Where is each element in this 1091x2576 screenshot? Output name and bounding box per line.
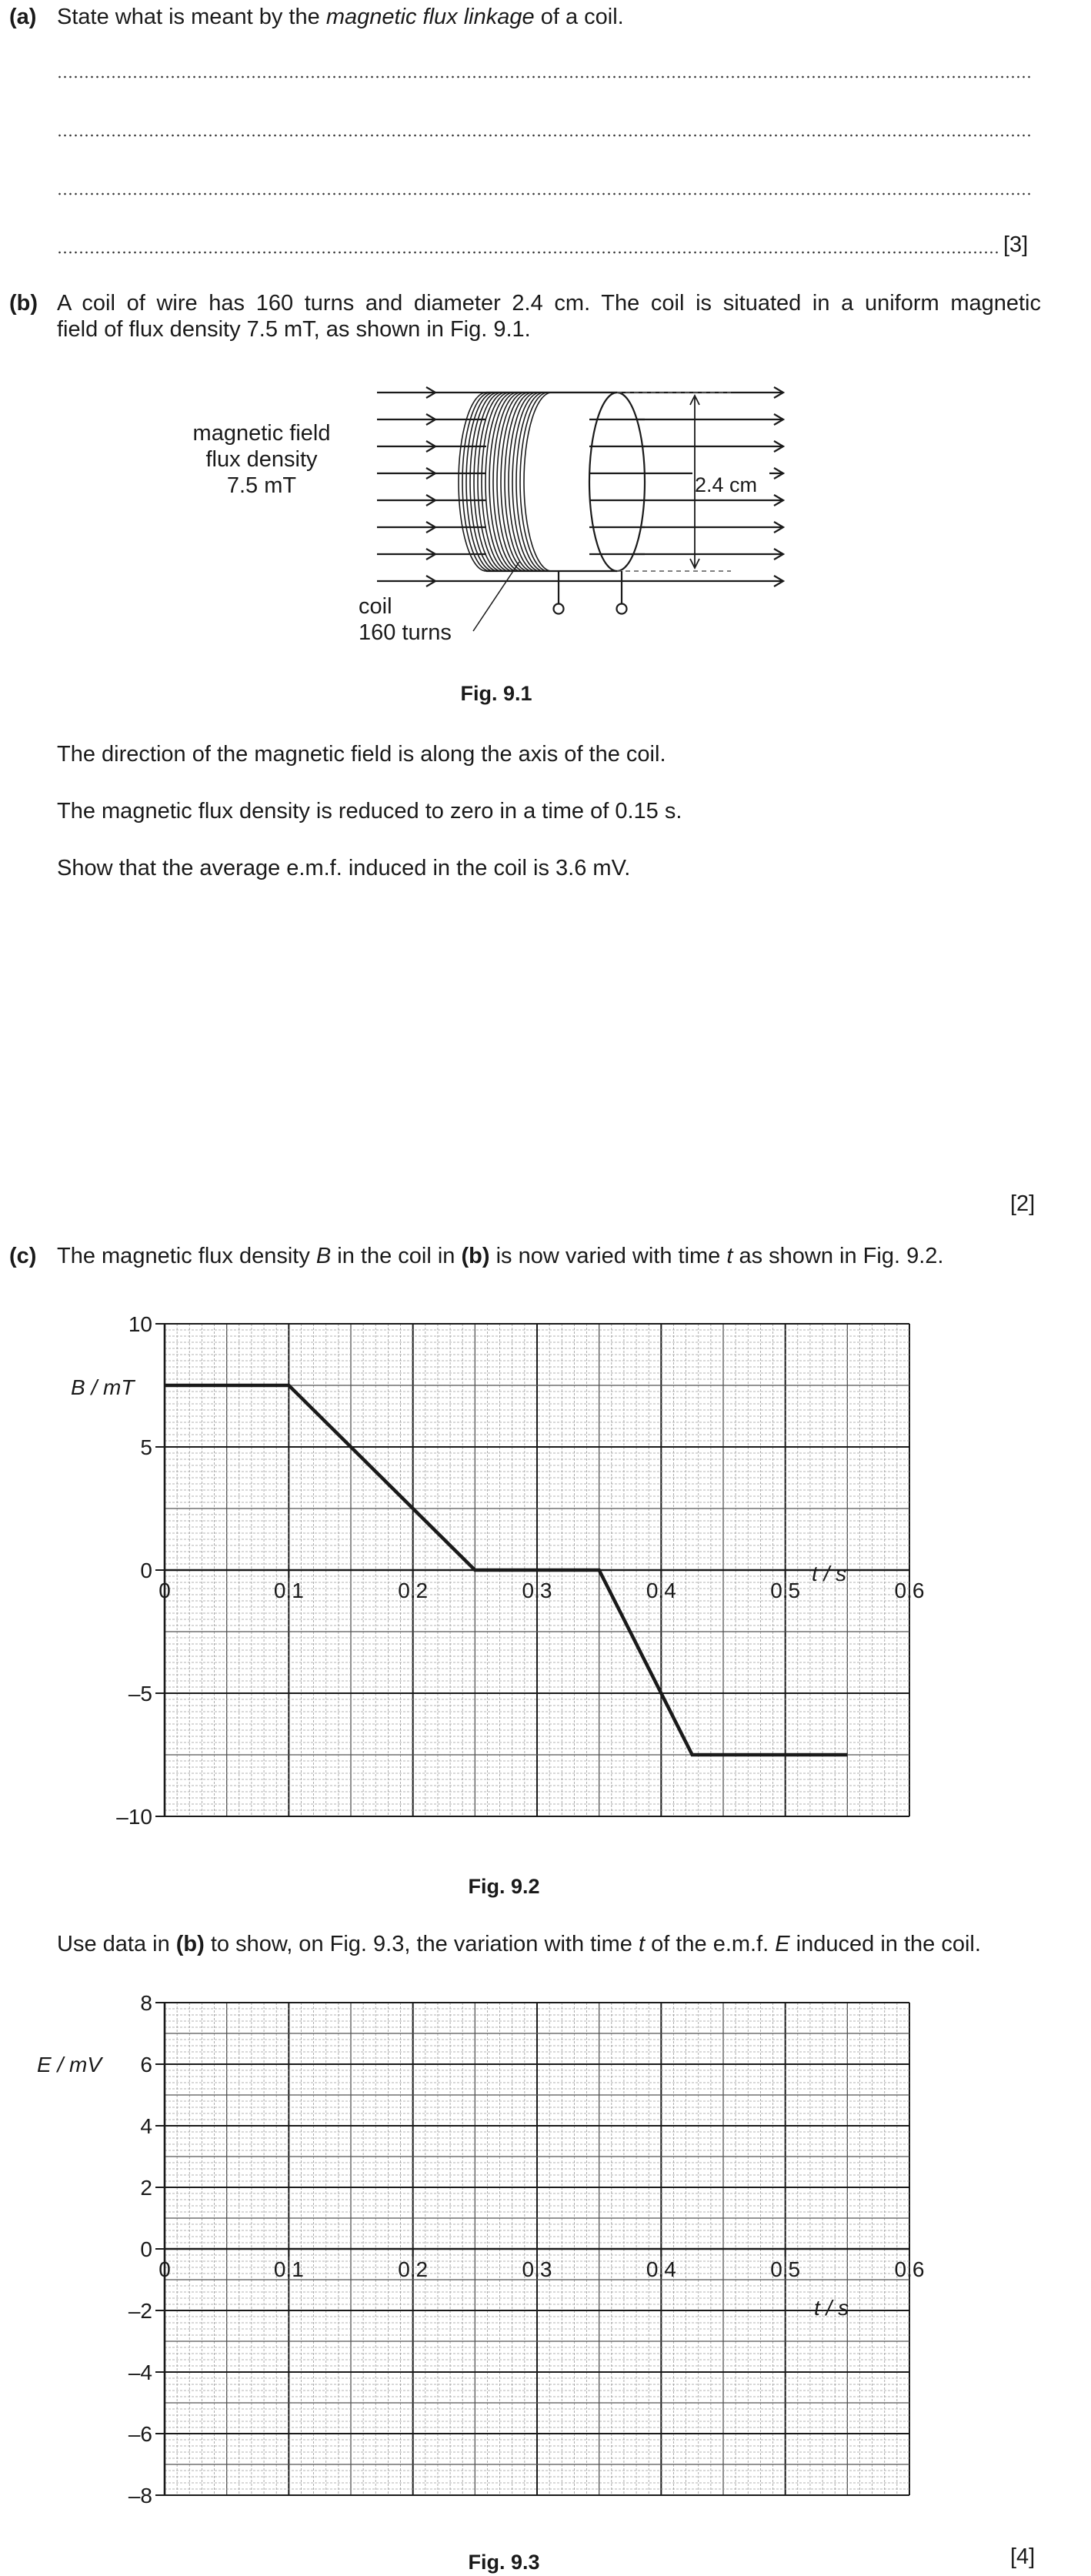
part-a-term: magnetic flux linkage <box>325 5 535 29</box>
part-c-instr-1: Use data in <box>57 1932 176 1956</box>
part-b-statement-2: The magnetic flux density is reduced to zero in a time of 0.15 s. <box>57 799 682 824</box>
fig-9-2-caption: Fig. 9.2 <box>468 1875 540 1898</box>
fig-9-1-diagram <box>154 369 846 662</box>
part-a-text-after: of a coil. <box>534 5 624 29</box>
part-a-question <box>57 3 624 31</box>
y-tick-label: 8 <box>140 1991 152 2015</box>
fig-9-1-field-label-3: 7.5 mT <box>226 473 297 498</box>
left-arrowheads <box>426 387 435 586</box>
part-c-text-2: in the coil in <box>331 1244 462 1268</box>
part-c-question <box>57 1242 943 1270</box>
coil-leader-line <box>473 562 519 631</box>
y-tick-label: –6 <box>128 2422 152 2446</box>
y-tick-label: –2 <box>128 2299 152 2323</box>
answer-line-4[interactable] <box>57 251 1000 254</box>
fig-9-3-caption: Fig. 9.3 <box>468 2551 540 2574</box>
x-tick-label: 0 <box>158 1579 171 1602</box>
y-tick-label: 5 <box>140 1435 152 1459</box>
y-tick-label: –5 <box>128 1682 152 1706</box>
part-c-ref-b: (b) <box>461 1244 490 1268</box>
part-b-statement-1: The direction of the magnetic field is along the axis of the coil. <box>57 742 666 767</box>
part-a-marks: [3] <box>1003 232 1029 257</box>
fig-9-3-chart[interactable] <box>0 1983 1000 2521</box>
part-a-text-before: State what is meant by the <box>57 5 326 29</box>
y-tick-label: –10 <box>116 1805 152 1829</box>
x-tick-label: 0.3 <box>522 1579 552 1602</box>
part-c-symbol-b: B <box>315 1244 332 1268</box>
y-tick-label: –4 <box>128 2360 152 2384</box>
part-a-label: (a) <box>9 5 37 29</box>
x-tick-label: 0.1 <box>273 1579 304 1602</box>
y-tick-label: –8 <box>128 2484 152 2508</box>
y-tick-label: 6 <box>140 2053 152 2077</box>
x-tick-label: 0.3 <box>522 2257 552 2281</box>
part-c-text-4: as shown in Fig. 9.2. <box>732 1244 944 1268</box>
part-b-label: (b) <box>9 291 38 316</box>
x-tick-label: 0.6 <box>894 2257 925 2281</box>
fig-9-1-field-label-1: magnetic field <box>192 421 331 446</box>
y-tick-label: 0 <box>140 1559 152 1582</box>
x-tick-label: 0.1 <box>273 2257 304 2281</box>
fig-9-1-coil-label-2: 160 turns <box>359 620 452 645</box>
part-c-symbol-t: t <box>726 1244 733 1268</box>
fig-9-1-field-label-2: flux density <box>205 447 318 472</box>
y-tick-label: 4 <box>140 2114 152 2138</box>
part-c-text-3: is now varied with time <box>489 1244 727 1268</box>
x-tick-label: 0.5 <box>770 1579 801 1602</box>
answer-line-3[interactable] <box>57 192 1031 195</box>
part-b-working-space[interactable] <box>57 893 980 1170</box>
part-c-marks: [4] <box>1010 2544 1036 2569</box>
part-c-label: (c) <box>9 1244 37 1268</box>
part-c-instr-2: to show, on Fig. 9.3, the variation with time <box>204 1932 639 1956</box>
part-b-statement-3: Show that the average e.m.f. induced in the coil is 3.6 mV. <box>57 856 631 880</box>
x-tick-label: 0 <box>158 2257 171 2281</box>
right-arrowheads <box>774 387 783 586</box>
y-tick-label: 2 <box>140 2176 152 2200</box>
part-c-instr-symbol-t: t <box>638 1932 646 1956</box>
coil-terminals <box>554 571 627 614</box>
y-tick-label: 0 <box>140 2237 152 2261</box>
x-tick-label: 0.2 <box>398 1579 429 1602</box>
answer-line-2[interactable] <box>57 134 1031 137</box>
part-b-line-1: A coil of wire has 160 turns and diameter 2.4 cm. The coil is situated in a uniform magnetic <box>57 291 1041 316</box>
part-c-instr-ref-b: (b) <box>175 1932 205 1956</box>
part-c-instr-3: of the e.m.f. <box>645 1932 776 1956</box>
x-tick-label: 0.4 <box>646 1579 676 1602</box>
part-c-instr-symbol-e: E <box>775 1932 790 1956</box>
y-axis-label: B / mT <box>71 1375 135 1399</box>
x-axis-label: t / s <box>814 2296 849 2320</box>
y-tick-label: 10 <box>128 1312 152 1336</box>
x-tick-label: 0.6 <box>894 1579 925 1602</box>
fig-9-1-coil-label-1: coil <box>359 594 392 619</box>
x-tick-label: 0.2 <box>398 2257 429 2281</box>
part-c-instruction <box>57 1930 981 1958</box>
part-c-instr-4: induced in the coil. <box>789 1932 981 1956</box>
part-b-marks: [2] <box>1010 1191 1036 1216</box>
fig-9-1-diameter-label: 2.4 cm <box>695 473 758 496</box>
fig-9-1-caption: Fig. 9.1 <box>460 682 532 705</box>
fig-9-2-chart <box>0 1301 1000 1855</box>
x-tick-label: 0.4 <box>646 2257 676 2281</box>
y-axis-label: E / mV <box>37 2053 102 2077</box>
part-c-text-1: The magnetic flux density <box>57 1244 316 1268</box>
part-b-line-2: field of flux density 7.5 mT, as shown in Fig. 9.1. <box>57 317 531 342</box>
x-axis-label: t / s <box>812 1562 847 1585</box>
x-tick-label: 0.5 <box>770 2257 801 2281</box>
answer-line-1[interactable] <box>57 75 1031 79</box>
